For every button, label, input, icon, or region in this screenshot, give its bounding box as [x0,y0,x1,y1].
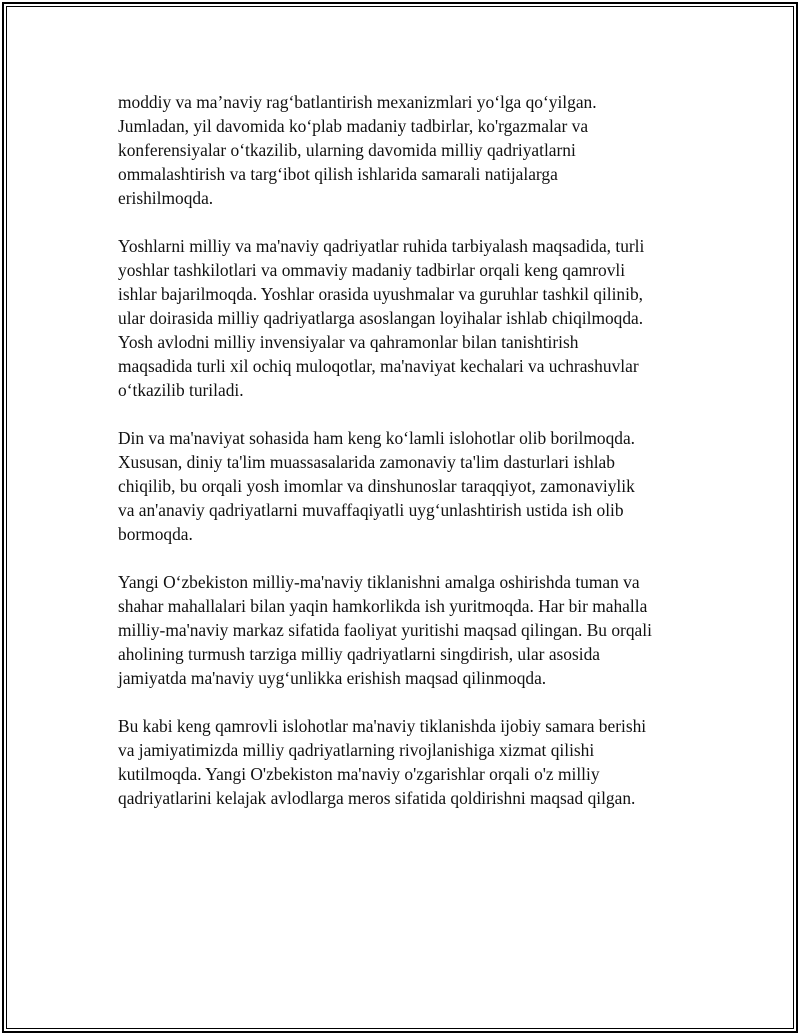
paragraph-3: Din va ma'naviyat sohasida ham keng ko‘lamli islohotlar olib borilmoqda. Xususan, diniy ta'lim muassasalarida zamonaviy ta'lim dasturlari ishlab chiqilib, bu orqali yosh imomlar va dinshunoslar taraqqiyot, zamonaviylik va an'anaviy qadriyatlarni muvaffaqiyatli uyg‘unlashtirish ustida ish olib bormoqda. [118,428,636,544]
paragraph-5: Bu kabi keng qamrovli islohotlar ma'naviy tiklanishda ijobiy samara berishi va jamiyatimizda milliy qadriyatlarning rivojlanishiga xizmat qilishi kutilmoqda. Yangi O'zbekiston ma'naviy o'zgarishlar orqali o'z milliy qadriyatlarini kelajak avlodlarga meros sifatida qoldirishni maqsad qilgan. [118,716,647,808]
paragraph-1: moddiy va ma’naviy rag‘batlantirish mexanizmlari yo‘lga qo‘yilgan. Jumladan, yil davomida ko‘plab madaniy tadbirlar, ko'rgazmalar va konferensiyalar o‘tkazilib, ularning davomida milliy qadriyatlarni ommalashtirish va targ‘ibot qilish ishlarida samarali natijalarga erishilmoqda. [118,92,597,208]
paragraph-4: Yangi O‘zbekiston milliy-ma'naviy tiklanishni amalga oshirishda tuman va shahar mahallalari bilan yaqin hamkorlikda ish yuritmoqda. Har bir mahalla milliy-ma'naviy markaz sifatida faoliyat yuritishi maqsad qilingan. Bu orqali aholining turmush tarziga milliy qadriyatlarni singdirish, ular asosida jamiyatda ma'naviy uyg‘unlikka erishish maqsad qilinmoqda. [118,572,652,688]
paragraph-2: Yoshlarni milliy va ma'naviy qadriyatlar ruhida tarbiyalash maqsadida, turli yoshlar tashkilotlari va ommaviy madaniy tadbirlar orqali keng qamrovli ishlar bajarilmoqda. Yoshlar orasida uyushmalar va guruhlar tashkil qilinib, ular doirasida milliy qadriyatlarga asoslangan loyihalar ishlab chiqilmoqda. Yosh avlodni milliy invensiyalar va qahramonlar bilan tanishtirish maqsadida turli xil ochiq muloqotlar, ma'naviyat kechalari va uchrashuvlar o‘tkazilib turiladi. [118,236,645,400]
document-body [118,90,688,834]
